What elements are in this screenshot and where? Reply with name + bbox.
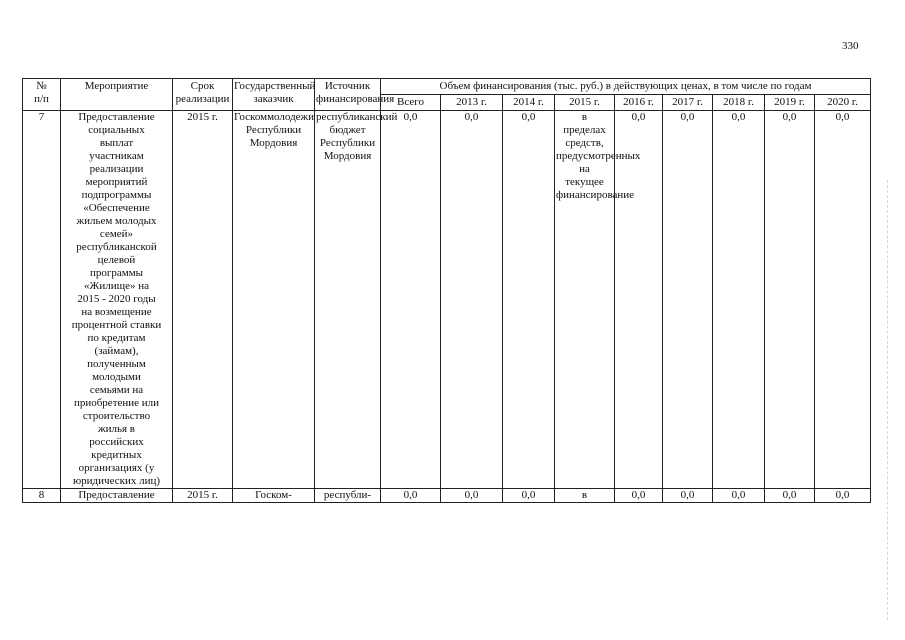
header-year-2020: 2020 г. [815,95,871,111]
row-value-2014: 0,0 [503,489,555,503]
header-term: Срок реализации [173,79,233,111]
row-customer: Госкоммолодежи Республики Мордовия [233,111,315,489]
page-number: 330 [842,40,859,52]
row-value-2019: 0,0 [765,111,815,489]
header-funding-group: Объем финансирования (тыс. руб.) в действующих ценах, в том числе по годам [381,79,871,95]
row-event: Предоставление социальных выплат участникам реализации мероприятий подпрограммы «Обеспечение жильем молодых семей» республиканской целевой программы «Жилище» на 2015 - 2020 годы на возмещение процентной ставки по кредитам (займам), полученным молодыми семьями на приобретение или строительство жилья в российских кредитных организациях (у юридических лиц) [61,111,173,489]
table-row [23,111,871,489]
row-value-2020: 0,0 [815,489,871,503]
header-source: Источник финансирования [315,79,381,111]
row-event: Предоставление [61,489,173,503]
funding-table-frame [22,78,870,503]
row-num: 8 [23,489,61,503]
row-value-2018: 0,0 [713,489,765,503]
row-source: республиканский бюджет Республики Мордовия [315,111,381,489]
header-year-2013: 2013 г. [441,95,503,111]
header-year-2018: 2018 г. [713,95,765,111]
header-year-2016: 2016 г. [615,95,663,111]
row-value-2017: 0,0 [663,489,713,503]
row-value-total: 0,0 [381,111,441,489]
row-value-2017: 0,0 [663,111,713,489]
row-value-2015: в [555,489,615,503]
funding-table [22,78,871,503]
row-value-2016: 0,0 [615,111,663,489]
row-value-2016: 0,0 [615,489,663,503]
row-value-2013: 0,0 [441,111,503,489]
row-term: 2015 г. [173,111,233,489]
header-customer: Государственный заказчик [233,79,315,111]
row-value-2015: в пределах средств, предусмотренных на текущее финансирование [555,111,615,489]
row-source: республи- [315,489,381,503]
header-row-top [23,79,871,95]
header-year-2014: 2014 г. [503,95,555,111]
header-event: Мероприятие [61,79,173,111]
row-value-2019: 0,0 [765,489,815,503]
row-value-total: 0,0 [381,489,441,503]
row-value-2014: 0,0 [503,111,555,489]
header-year-2015: 2015 г. [555,95,615,111]
scan-edge-marks [887,180,894,620]
row-num: 7 [23,111,61,489]
row-customer: Госком- [233,489,315,503]
row-value-2018: 0,0 [713,111,765,489]
row-term: 2015 г. [173,489,233,503]
header-year-2017: 2017 г. [663,95,713,111]
header-num: № п/п [23,79,61,111]
row-value-2013: 0,0 [441,489,503,503]
row-value-2020: 0,0 [815,111,871,489]
table-row [23,489,871,503]
header-year-2019: 2019 г. [765,95,815,111]
header-total: Всего [381,95,441,111]
